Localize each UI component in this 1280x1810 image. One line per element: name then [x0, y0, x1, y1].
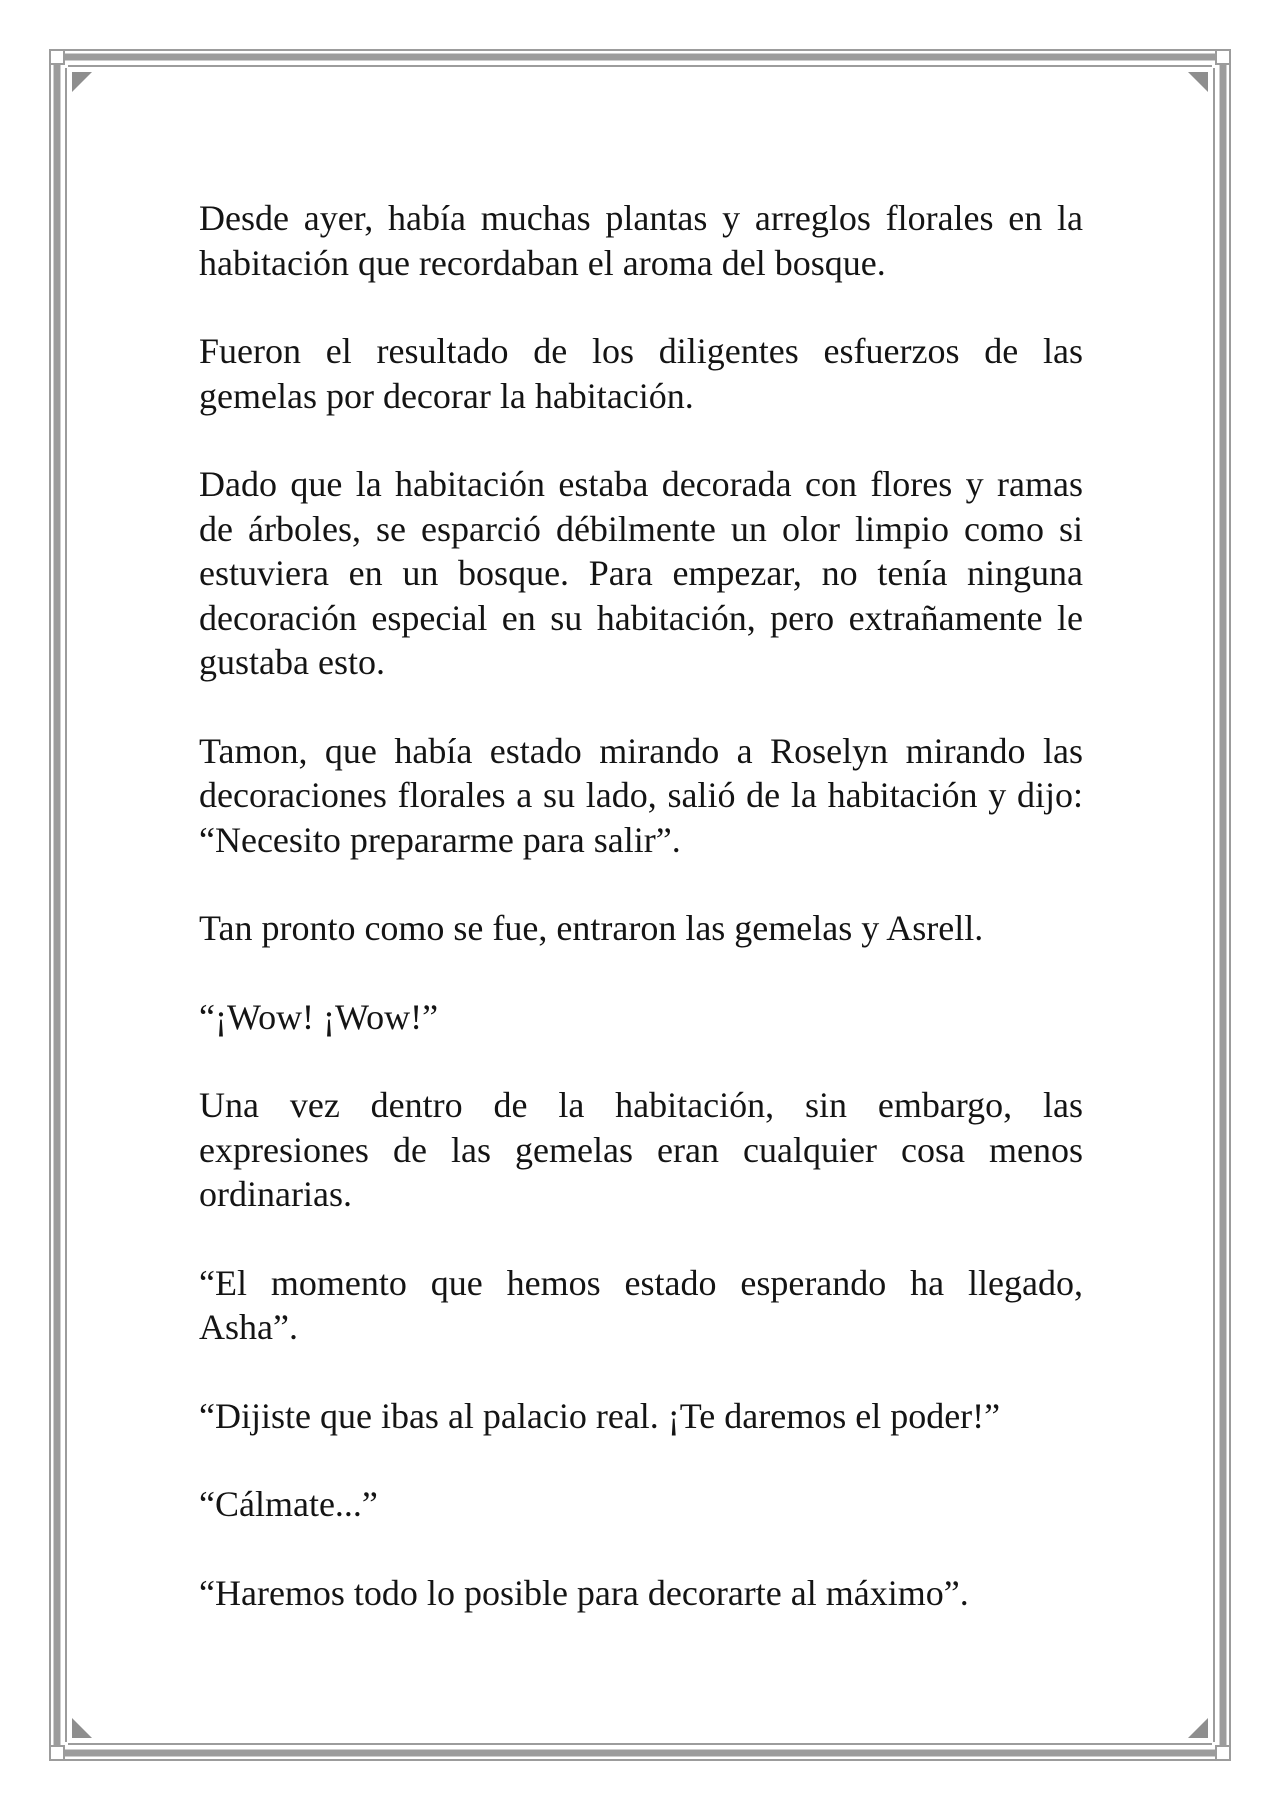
paragraph-3: Dado que la habitación estaba decorada con flores y ramas de árboles, se esparció débilmente un olor limpio como si estuviera en un bosque. Para empezar, no tenía ninguna decoración especial en su habitación, pero extrañamente le gustaba esto. — [199, 464, 1083, 682]
page-body — [199, 196, 1083, 1615]
paragraph-2: Fueron el resultado de los diligentes esfuerzos de las gemelas por decorar la habitación. — [199, 331, 1083, 416]
paragraph-10: “Cálmate...” — [199, 1484, 378, 1524]
paragraph-5: Tan pronto como se fue, entraron las gemelas y Asrell. — [199, 908, 984, 948]
paragraph-1: Desde ayer, había muchas plantas y arreglos florales en la habitación que recordaban el aroma del bosque. — [199, 198, 1083, 283]
paragraph-11: “Haremos todo lo posible para decorarte al máximo”. — [199, 1572, 969, 1613]
paragraph-6: “¡Wow! ¡Wow!” — [199, 996, 439, 1037]
paragraph-4: Tamon, que había estado mirando a Roselyn mirando las decoraciones florales a su lado, salió de la habitación y dijo: “Necesito prepararme para salir”. — [199, 730, 1083, 860]
paragraph-9: “Dijiste que ibas al palacio real. ¡Te daremos el poder!” — [199, 1395, 1001, 1436]
paragraph-8: “El momento que hemos estado esperando ha llegado, Asha”. — [199, 1262, 1083, 1347]
paragraph-7: Una vez dentro de la habitación, sin embargo, las expresiones de las gemelas eran cualquier cosa menos ordinarias. — [199, 1085, 1083, 1214]
